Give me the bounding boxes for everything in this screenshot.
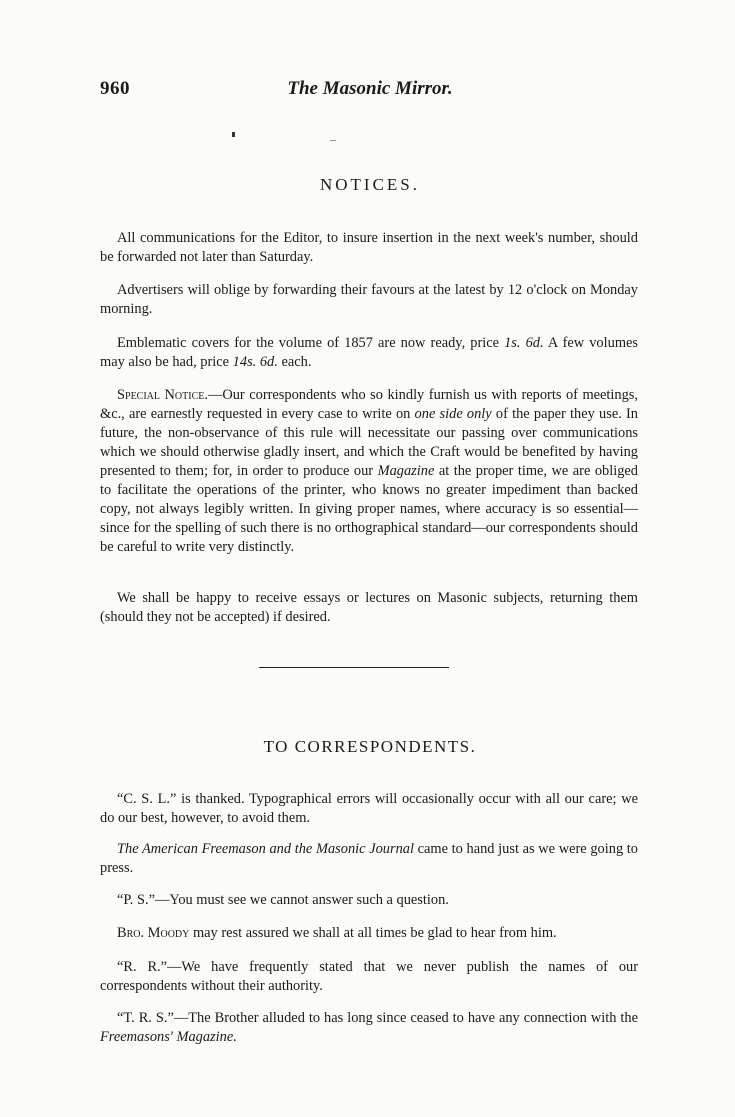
notice-essays: We shall be happy to receive essays or lectures on Masonic subjects, returning them (should they not be accepted) if desired. [100,590,638,626]
correspondents-heading: TO CORRESPONDENTS. [263,737,477,756]
text-run: may rest assured we shall at all times be glad to hear from him. [189,925,557,942]
correspondent-american-freemason [100,840,638,878]
running-title: The Masonic Mirror. [287,78,453,99]
text-run: —Our correspondents who so kindly furnish us with reports of meetings, &c., are earnestly requested in every case to write on [100,387,638,423]
correspondent-rr: “R. R.”—We have frequently stated that we never publish the names of our correspondents without their authority. [100,959,638,995]
price-run: 1s. 6d. [504,335,544,352]
price-run: 14s. 6d. [232,354,278,371]
print-speck [232,132,235,137]
page-header [100,78,640,102]
special-notice-lead: Special Notice. [117,387,208,404]
text-run: each. [277,354,312,371]
correspondent-trs [100,1009,638,1047]
correspondent-name: Bro. Moody [117,925,190,942]
text-run: of the paper they use. In future, the non-observance of this rule will necessitate our passing over communications which we should otherwise gladly insert, and which the Craft would be benefited by having presented to them; for, in order to produce our [100,406,639,480]
notice-advertisers: Advertisers will oblige by forwarding their favours at the latest by 12 o'clock on Monday morning. [100,282,638,318]
text-run: at the proper time, we are obliged to facilitate the operations of the printer, who knows no greater impediment than backed copy, not always legibly written. In giving proper names, where accuracy is so essential—since for the spelling of such there is no orthographical standard—our correspondents should be careful to write very distinctly. [100,463,638,556]
correspondent-csl: “C. S. L.” is thanked. Typographical errors will occasionally occur with all our care; we do our best, however, to avoid them. [100,791,638,827]
notices-heading: NOTICES. [319,175,421,194]
correspondent-ps: “P. S.”—You must see we cannot answer such a question. [117,892,449,909]
section-divider [259,667,449,668]
text-run: came to hand just as we were going to press. [100,841,638,877]
magazine-title: Freemasons' Magazine. [100,1029,237,1046]
journal-titles: The American Freemason and the Masonic Journal [117,841,414,858]
magazine-title: Magazine [377,463,435,480]
page-number: 960 [100,78,130,99]
text-run: “T. R. S.”—The Brother alluded to has long since ceased to have any connection with the [117,1010,638,1027]
correspondent-moody [100,924,638,943]
text-run: A few volumes may also be had, price [100,335,639,371]
notice-editor-communications: All communications for the Editor, to insure insertion in the next week's number, should be forwarded not later than Saturday. [100,230,638,266]
emphasis-run: one side only [414,406,492,423]
notice-emblematic-covers [100,334,638,372]
print-speck [330,140,336,141]
notice-special [100,386,638,557]
text-run: Emblematic covers for the volume of 1857 are now ready, price [117,335,505,352]
